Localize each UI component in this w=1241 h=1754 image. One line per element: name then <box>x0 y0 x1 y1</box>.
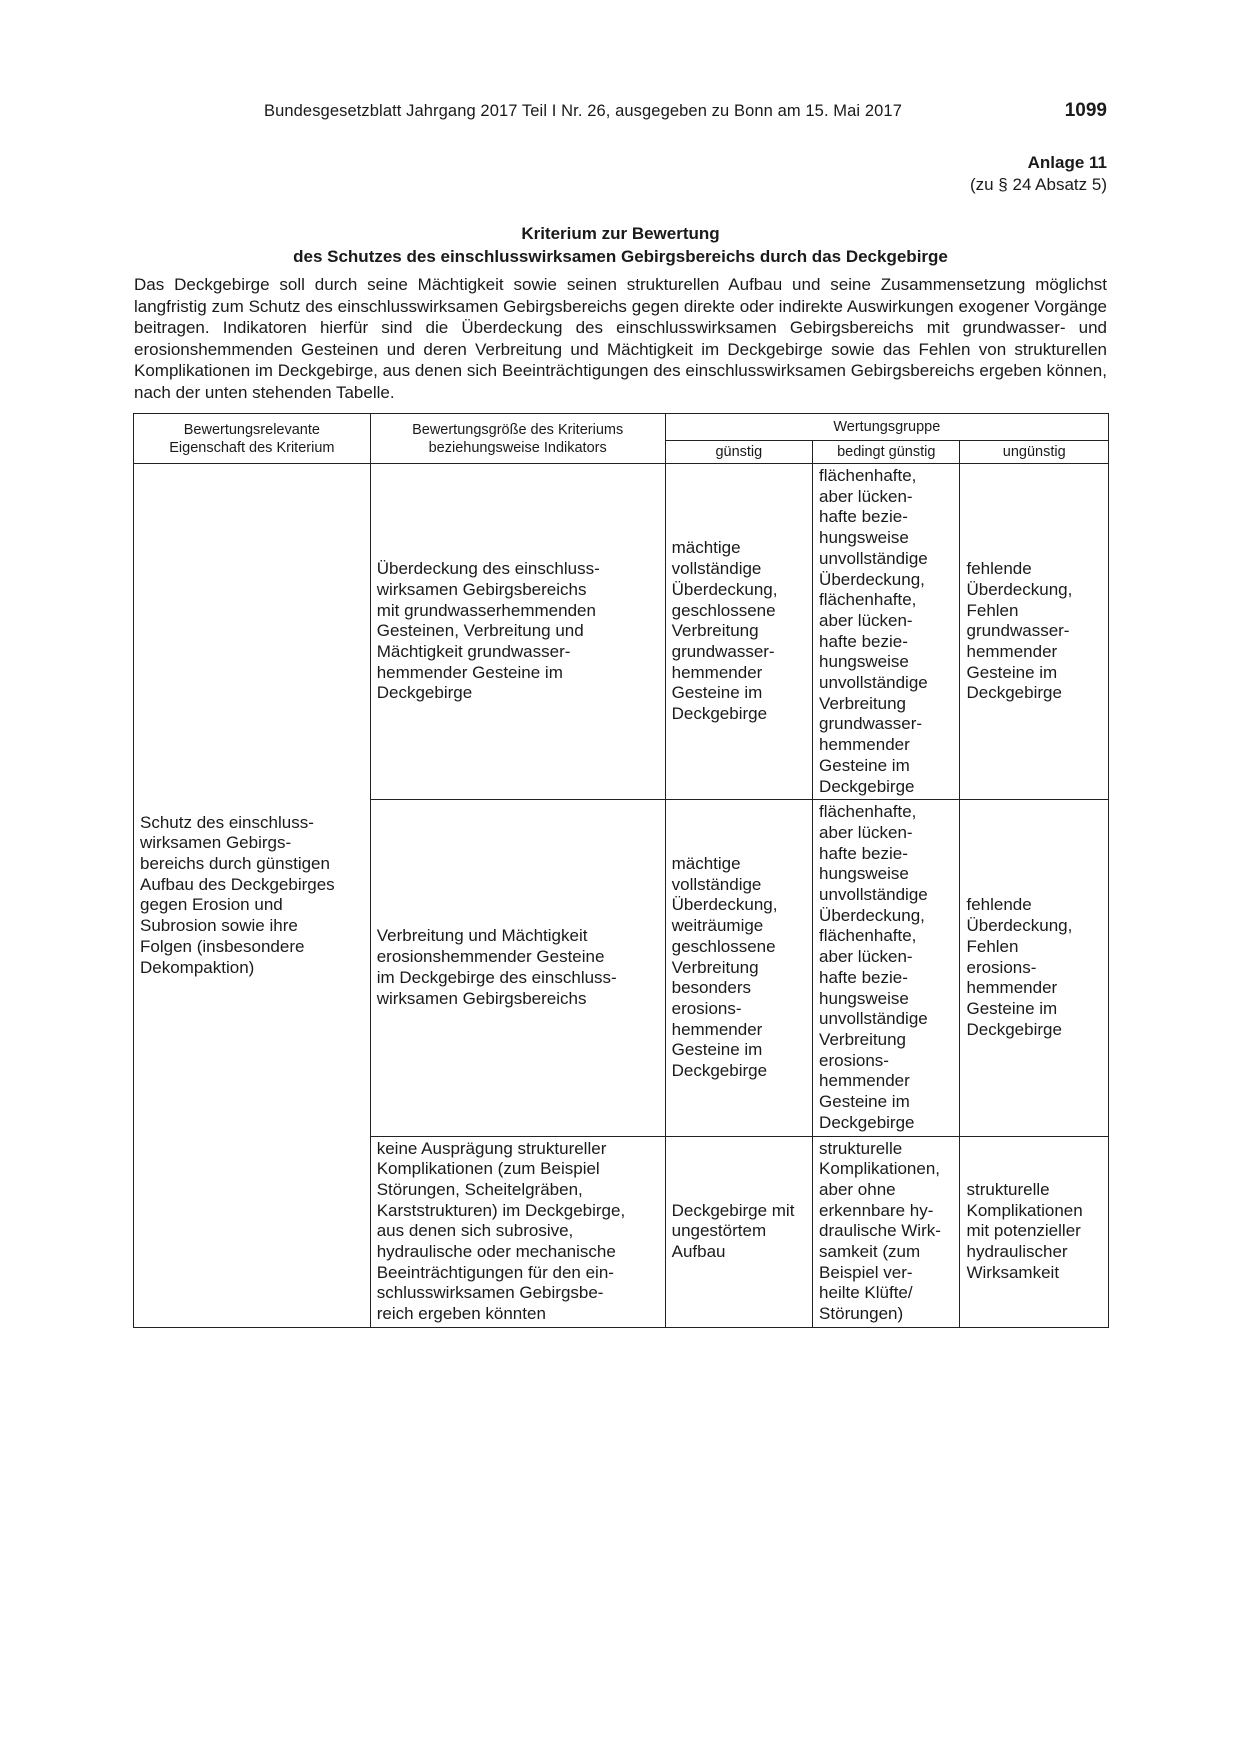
header-favorable: günstig <box>665 441 812 464</box>
conditional-cell: strukturelle Komplikationen, aber ohne erkennbare hy- draulische Wirk- samkeit (zum Beispiel ver- heilte Klüfte/ Störungen) <box>813 1136 960 1327</box>
indicator-cell: Überdeckung des einschluss- wirksamen Gebirgsbereichs mit grundwasserhemmenden Gesteinen, Verbreitung und Mächtigkeit grundwasser- hemmender Gesteine im Deckgebirge <box>370 464 665 800</box>
indicator-cell: Verbreitung und Mächtigkeit erosionshemmender Gesteine im Deckgebirge des einschluss- wirksamen Gebirgsbereichs <box>370 800 665 1136</box>
unfavorable-cell: strukturelle Komplikationen mit potenzieller hydraulischer Wirksamkeit <box>960 1136 1109 1327</box>
property-cell: Schutz des einschluss- wirksamen Gebirgs- bereichs durch günstigen Aufbau des Deckgebirges gegen Erosion und Subrosion sowie ihre Folgen (insbesondere Dekompaktion) <box>134 464 371 1328</box>
header-unfavorable: ungünstig <box>960 441 1109 464</box>
indicator-cell: keine Ausprägung struktureller Komplikationen (zum Beispiel Störungen, Scheitelgräben, Karststrukturen) im Deckgebirge, aus denen sich subrosive, hydraulische oder mechanische Beeinträchtigungen für den ein- schlusswirksamen Gebirgsbe- reich ergeben könnten <box>370 1136 665 1327</box>
table-row <box>134 464 1109 800</box>
favorable-cell: mächtige vollständige Überdeckung, weiträumige geschlossene Verbreitung besonders erosions- hemmender Gesteine im Deckgebirge <box>665 800 812 1136</box>
favorable-cell: Deckgebirge mit ungestörtem Aufbau <box>665 1136 812 1327</box>
annex-title: Anlage 11 <box>1027 153 1107 172</box>
heading-line-2: des Schutzes des einschlusswirksamen Gebirgsbereichs durch das Deckgebirge <box>293 247 948 266</box>
intro-paragraph: Das Deckgebirge soll durch seine Mächtigkeit sowie seinen strukturellen Aufbau und seine Zusammensetzung möglichst langfristig zum Schutz des einschlusswirksamen Gebirgsbereichs gegen direkte oder indirekte Auswirkungen exogener Vorgänge beitragen. Indikatoren hierfür sind die Überdeckung des einschlusswirksamen Gebirgsbereichs mit grundwasser- und erosionshemmenden Gesteinen und deren Verbreitung und Mächtigkeit im Deckgebirge sowie das Fehlen von strukturellen Komplikationen im Deckgebirge, aus denen sich Beeinträchtigungen des einschlusswirksamen Gebirgsbereichs ergeben können, nach der unten stehenden Tabelle. <box>134 275 1107 402</box>
table-header-row <box>134 414 1109 441</box>
document-heading <box>134 222 1107 268</box>
header-rating-group: Wertungsgruppe <box>665 414 1108 441</box>
header-indicator: Bewertungsgröße des Kriteriums beziehungsweise Indikators <box>370 414 665 464</box>
annex-reference: (zu § 24 Absatz 5) <box>969 175 1107 194</box>
heading-line-1: Kriterium zur Bewertung <box>521 224 720 243</box>
running-header <box>134 100 1107 126</box>
header-property: Bewertungsrelevante Eigenschaft des Kriterium <box>134 414 371 464</box>
criteria-table <box>133 413 1109 1328</box>
conditional-cell: flächenhafte, aber lücken- hafte bezie- hungsweise unvollständige Überdeckung, flächenhafte, aber lücken- hafte bezie- hungsweise unvollständige Verbreitung grundwasser- hemmender Gesteine im Deckgebirge <box>813 464 960 800</box>
running-title: Bundesgesetzblatt Jahrgang 2017 Teil I Nr. 26, ausgegeben zu Bonn am 15. Mai 2017 <box>264 102 902 120</box>
favorable-cell: mächtige vollständige Überdeckung, geschlossene Verbreitung grundwasser- hemmender Gesteine im Deckgebirge <box>665 464 812 800</box>
unfavorable-cell: fehlende Überdeckung, Fehlen grundwasser- hemmender Gesteine im Deckgebirge <box>960 464 1109 800</box>
conditional-cell: flächenhafte, aber lücken- hafte bezie- hungsweise unvollständige Überdeckung, flächenhafte, aber lücken- hafte bezie- hungsweise unvollständige Verbreitung erosions- hemmender Gesteine im Deckgebirge <box>813 800 960 1136</box>
header-conditional: bedingt günstig <box>813 441 960 464</box>
unfavorable-cell: fehlende Überdeckung, Fehlen erosions- hemmender Gesteine im Deckgebirge <box>960 800 1109 1136</box>
page-number: 1099 <box>1064 100 1107 121</box>
annex-label <box>970 152 1107 196</box>
